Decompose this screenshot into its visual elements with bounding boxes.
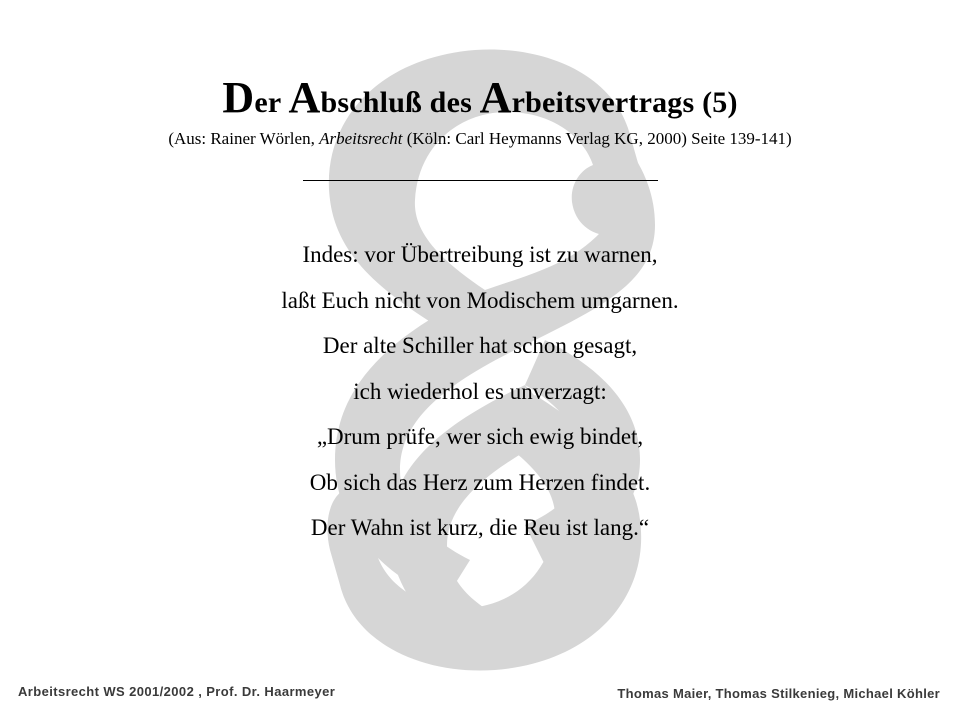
title-word-2: Abschluß des — [288, 73, 480, 122]
poem-line: „Drum prüfe, wer sich ewig bindet, — [316, 424, 644, 449]
citation-suffix: (Köln: Carl Heymanns Verlag KG, 2000) Seite 139-141) — [402, 129, 792, 148]
poem-line: Ob sich das Herz zum Herzen findet. — [309, 469, 651, 495]
citation-book-title: Arbeitsrecht — [319, 129, 403, 148]
divider-line — [303, 180, 658, 181]
poem-line: Indes: vor Übertreibung ist zu warnen, — [302, 242, 658, 267]
page-title — [0, 73, 960, 125]
title-word-1: Der — [222, 73, 289, 122]
poem-line: Der Wahn ist kurz, die Reu ist lang.“ — [310, 515, 650, 540]
poem-line: ich wiederhol es unverzagt: — [353, 378, 607, 404]
title-word-3: Arbeitsvertrags (5) — [479, 73, 738, 122]
citation-prefix: (Aus: Rainer Wörlen, — [168, 129, 320, 148]
footer-course: Arbeitsrecht WS 2001/2002 , Prof. Dr. Haarmeyer — [18, 684, 336, 699]
poem-line: laßt Euch nicht von Modischem umgarnen. — [281, 287, 679, 313]
poem — [0, 232, 960, 551]
footer-authors: Thomas Maier, Thomas Stilkenieg, Michael Köhler — [617, 686, 940, 701]
poem-line: Der alte Schiller hat schon gesagt, — [322, 333, 638, 358]
source-citation — [0, 128, 960, 150]
